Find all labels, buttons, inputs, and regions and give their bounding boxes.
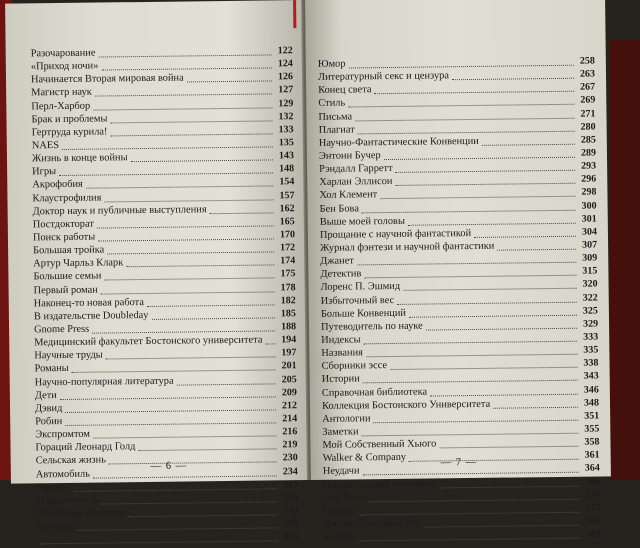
toc-entry-page: 216 — [282, 426, 298, 438]
dot-leader — [127, 506, 277, 517]
toc-entry-title: Неудачи — [322, 465, 360, 478]
page-number-left: — 6 — — [150, 460, 188, 472]
toc-entry-title: Жизнь в конце войны — [31, 152, 128, 165]
toc-entry-page: 329 — [582, 318, 599, 330]
toc-entry-title: Антологии — [322, 413, 371, 425]
dot-leader — [98, 46, 271, 57]
dot-leader — [355, 109, 575, 121]
toc-entry-page: 188 — [280, 321, 297, 333]
toc-entry-page: 143 — [278, 150, 295, 162]
dot-leader — [408, 214, 576, 225]
dot-leader — [409, 306, 577, 317]
toc-entry-page: 133 — [278, 124, 294, 136]
toc-entry-page: 269 — [580, 94, 596, 107]
dot-leader — [426, 320, 577, 331]
dot-leader — [101, 493, 277, 504]
toc-entry-title: Путеводитель по науке — [320, 320, 423, 333]
toc-entry-page: 280 — [580, 121, 596, 133]
toc-entry-title: Рэндалл Гарретт — [319, 163, 393, 175]
dot-leader — [439, 438, 578, 449]
dot-leader — [65, 401, 276, 413]
dot-leader — [363, 372, 578, 384]
toc-entry-page: 358 — [584, 436, 600, 448]
dot-leader — [86, 178, 274, 189]
toc-entry-title: Литературный секс и цензура — [317, 70, 450, 84]
dot-leader — [366, 346, 578, 358]
toc-entry-title: Первый роман — [33, 284, 98, 296]
toc-entry-title: Аль Кэпп — [323, 491, 366, 504]
toc-entry-title: Дети — [34, 389, 57, 402]
dot-leader — [493, 398, 578, 408]
dot-leader — [151, 309, 275, 320]
dot-leader — [93, 99, 272, 110]
toc-entry-title: Начинается Вторая мировая война — [30, 72, 184, 86]
toc-entry-title: Разочарование — [30, 47, 96, 60]
dot-leader — [482, 136, 575, 146]
toc-entry-title: Бен Бова — [319, 202, 359, 215]
toc-entry-page: 182 — [280, 294, 296, 307]
toc-entry-page: 301 — [581, 213, 597, 225]
dot-leader — [126, 257, 274, 268]
dot-leader — [60, 388, 276, 400]
toc-entry-page: 175 — [280, 268, 296, 280]
dot-leader — [97, 217, 274, 228]
toc-entry-page: 194 — [281, 334, 297, 346]
dot-leader — [384, 149, 575, 160]
dot-leader — [176, 375, 275, 385]
toc-entry-page: 293 — [581, 160, 597, 172]
toc-entry-title: Мой Собственный Хьюго — [322, 438, 437, 451]
dot-leader — [348, 96, 574, 108]
dot-leader — [65, 414, 276, 426]
toc-entry-page: 250 — [283, 518, 299, 530]
toc-entry-page: 335 — [583, 344, 599, 356]
toc-entry-page: 124 — [277, 58, 293, 70]
dot-leader — [110, 125, 272, 136]
toc-entry-page: 255 — [283, 531, 299, 543]
toc-entry-page: 377 — [585, 502, 601, 514]
toc-entry-title: Экспромтом — [35, 428, 91, 441]
dot-leader — [358, 122, 575, 134]
dot-leader — [497, 241, 576, 251]
toc-entry-title: Гертруда курила! — [31, 126, 108, 139]
toc-entry-page: 348 — [583, 397, 600, 409]
toc-entry-title: NAES — [31, 140, 60, 152]
toc-entry-page: 201 — [281, 360, 297, 372]
toc-entry-title: Научно-Фантастические Конвенции — [318, 135, 479, 149]
dot-leader — [59, 165, 273, 177]
dot-leader — [362, 201, 576, 213]
toc-entry-title: Энтони Бучер — [318, 150, 381, 162]
toc-entry-page: 209 — [281, 386, 297, 398]
toc-entry-page: 126 — [277, 71, 294, 83]
toc-entry-title: Детектив — [320, 268, 362, 281]
toc-entry-page: 263 — [579, 68, 596, 80]
toc-entry-page: 243 — [283, 505, 299, 517]
dot-leader — [92, 322, 275, 333]
toc-entry-page: 230 — [282, 452, 298, 464]
page-number-right: — 7 — — [440, 456, 478, 469]
dot-leader — [109, 454, 277, 465]
toc-entry-title: Юмор — [317, 58, 346, 70]
toc-entry-page: 258 — [579, 55, 595, 67]
toc-entry-page: 237 — [282, 478, 299, 490]
toc-entry-title: Плагиат — [318, 124, 355, 136]
toc-entry-page: 366 — [584, 475, 601, 488]
dot-leader — [390, 359, 578, 370]
dot-leader — [348, 57, 573, 69]
dot-leader — [110, 112, 272, 123]
toc-entry-title: Постдокторат — [32, 218, 94, 231]
toc-entry-page: 322 — [582, 291, 598, 304]
dot-leader — [210, 204, 274, 214]
toc-entry-title: Хол Клемент — [319, 189, 378, 202]
dot-leader — [98, 230, 274, 241]
toc-entry-title: Большая тройка — [33, 244, 105, 257]
toc-entry-title: Лоренс П. Эшмид — [320, 281, 401, 294]
toc-entry-page: 333 — [583, 331, 599, 343]
toc-entry-title: Заметки — [322, 426, 359, 438]
toc-entry-page: 197 — [281, 347, 297, 359]
toc-entry-page: 343 — [583, 370, 599, 383]
toc-entry-page: 219 — [282, 439, 298, 451]
toc-entry-page: 320 — [582, 278, 598, 291]
toc-entry-page: 122 — [277, 45, 293, 57]
toc-entry-page: 285 — [580, 134, 596, 146]
toc-entry-page: 165 — [279, 215, 295, 228]
toc-entry-page: 298 — [581, 186, 597, 199]
toc-entry-title: Артур Чарльз Кларк — [33, 257, 124, 270]
dot-leader — [403, 280, 577, 291]
dot-leader — [62, 138, 273, 150]
toc-entry-title: Автомобиль — [35, 468, 90, 480]
toc-entry-page: 135 — [278, 137, 294, 149]
toc-entry-page: 289 — [580, 147, 597, 159]
toc-entry-title: Конец света — [318, 84, 372, 97]
toc-entry-page: 238 — [283, 491, 299, 504]
dot-leader — [424, 517, 579, 528]
toc-entry-page: 351 — [584, 410, 600, 422]
toc-entry-title: Поиск работы — [32, 231, 96, 244]
dot-leader — [397, 293, 577, 304]
dot-leader — [104, 191, 273, 202]
toc-entry-title: Справочная библиотека — [321, 386, 428, 399]
toc-entry-title: Романы — [34, 363, 69, 375]
dot-leader — [107, 244, 274, 255]
toc-entry-page: 172 — [280, 242, 296, 254]
toc-entry-title: «Приход ночи» — [30, 60, 99, 73]
toc-entry-page: 127 — [278, 84, 294, 96]
right-page — [305, 0, 611, 543]
toc-entry-page: 346 — [583, 383, 599, 396]
toc-entry-title: Медицинский факультет Бостонского университета — [34, 334, 263, 349]
toc-entry-title: Gnome Press — [34, 323, 90, 336]
toc-entry-page: 267 — [580, 81, 596, 93]
toc-entry-title: Проблемы писателя — [36, 507, 125, 520]
toc-entry-page: 271 — [580, 108, 596, 120]
dot-leader — [187, 73, 272, 83]
toc-entry-page: 296 — [581, 173, 597, 185]
toc-entry-page: 129 — [278, 97, 294, 109]
toc-entry-page: 157 — [279, 189, 295, 201]
dot-leader — [93, 427, 277, 438]
toc-entry-title: Выше моей головы — [319, 215, 405, 228]
toc-entry-title: Гораций Леонард Голд — [35, 441, 136, 454]
toc-entry-title: Избыточный вес — [320, 294, 395, 307]
toc-entry-page: 185 — [280, 307, 296, 320]
toc-entry-page: 212 — [281, 399, 298, 412]
dot-leader — [40, 533, 278, 545]
toc-entry-title: Стиль — [318, 97, 346, 110]
toc-entry-title: Walker & Company — [322, 452, 407, 465]
toc-entry-page: 309 — [582, 252, 598, 264]
toc-entry-page: 174 — [280, 255, 296, 267]
dot-leader — [265, 336, 275, 345]
toc-entry-title: Библия — [323, 531, 356, 543]
book-cover-edge-right — [610, 40, 640, 480]
toc-entry-title: Доктор наук и публичные выступления — [32, 203, 207, 218]
toc-entry-page: 234 — [282, 465, 298, 477]
dot-leader — [360, 503, 580, 515]
toc-entry-title: Коллекция Бостонского Университета — [321, 398, 491, 412]
dot-leader — [101, 283, 275, 294]
toc-entry-title: Уволен! — [35, 481, 71, 493]
toc-entry-page: 370 — [585, 489, 601, 501]
toc-entry-page: 315 — [582, 265, 598, 277]
toc-entry-title: Подрастающее поколение — [322, 477, 438, 491]
dot-leader — [147, 296, 275, 307]
toc-entry-page: 205 — [281, 373, 297, 385]
dot-leader — [101, 60, 272, 71]
toc-entry-title: Наконец-то новая работа — [33, 296, 144, 310]
dot-leader — [374, 83, 574, 94]
dot-leader — [359, 530, 580, 542]
dot-leader — [474, 228, 576, 238]
toc-entry-page: 325 — [582, 305, 598, 317]
dot-leader — [74, 480, 277, 491]
dot-leader — [430, 385, 578, 396]
toc-entry-page: 300 — [581, 200, 597, 212]
dot-leader — [357, 254, 576, 266]
dot-leader — [130, 152, 273, 163]
toc-entry-title: Научные труды — [34, 349, 103, 362]
toc-entry-title: Индексы — [321, 334, 361, 346]
dot-leader — [364, 267, 576, 279]
toc-entry-title: Критики — [36, 520, 75, 533]
dot-leader — [138, 441, 276, 452]
dot-leader — [452, 70, 574, 80]
toc-entry-title: Плодовитость — [36, 494, 99, 507]
toc-entry-title: Оазисы — [323, 505, 357, 517]
toc-entry-page: 364 — [584, 462, 600, 474]
toc-entry-title: Брак и проблемы — [31, 113, 108, 126]
toc-entry-page: 178 — [280, 281, 296, 293]
toc-entry-page: 148 — [279, 163, 295, 175]
toc-entry-page: 355 — [584, 423, 600, 435]
toc-entry-title: Большие семьи — [33, 270, 102, 283]
toc-entry-page: 361 — [584, 449, 600, 461]
dot-leader — [72, 362, 276, 373]
dot-leader — [78, 519, 278, 530]
toc-entry-title: Акрофобия — [32, 179, 83, 191]
toc-entry-title: Названия — [321, 347, 363, 359]
toc-entry-title: Игры — [32, 166, 57, 178]
toc-entry-page: 304 — [581, 226, 597, 238]
toc-entry-title: Истории — [321, 373, 360, 386]
toc-entry-page: 389 — [585, 528, 601, 540]
toc-entry-title: Перл-Харбор — [31, 100, 91, 112]
toc-entry-title: Сельская жизнь — [35, 454, 106, 467]
toc-entry-page: 307 — [582, 239, 598, 251]
toc-entry-title: Научно-популярная литература — [34, 375, 174, 388]
toc-entry-title: Робин — [35, 415, 63, 428]
toc-entry-title: Джанет — [320, 255, 354, 267]
dot-leader — [369, 490, 580, 502]
left-page — [5, 0, 308, 543]
toc-entry-title: Прощание с научной фантастикой — [319, 227, 472, 241]
toc-entry-page: 338 — [583, 357, 599, 369]
toc-entry-page: 383 — [585, 515, 601, 527]
toc-entry-page: 170 — [279, 229, 296, 241]
toc-entry-title: Магистр наук — [31, 87, 92, 99]
dot-leader — [364, 333, 578, 345]
dot-leader — [106, 349, 276, 360]
dot-leader — [361, 425, 578, 437]
toc-entry-title: Дэвид — [34, 402, 63, 415]
toc-entry-title: Клаустрофилия — [32, 192, 102, 204]
toc-entry-page: 162 — [279, 202, 295, 215]
toc-entry-page: 132 — [278, 110, 294, 123]
dot-leader — [441, 477, 579, 488]
dot-leader — [395, 175, 575, 186]
toc-entry-page: 154 — [279, 176, 295, 188]
dot-leader — [409, 451, 579, 462]
ribbon-bookmark — [293, 0, 296, 28]
open-book — [5, 0, 615, 543]
dot-leader — [373, 412, 578, 424]
toc-entry-title: Письма — [318, 111, 353, 123]
toc-entry-title: Харлан Эллисон — [319, 176, 393, 189]
toc-entry — [37, 530, 299, 546]
toc-entry-title: В издательстве Doubleday — [33, 309, 149, 323]
toc-entry-title: Джуди-Линн дель Рей — [323, 517, 422, 530]
dot-leader — [396, 162, 576, 173]
table-of-contents-right — [318, 54, 601, 544]
dot-leader — [104, 270, 274, 281]
toc-entry-title: Больше Конвенций — [320, 307, 406, 320]
toc-entry-page: 214 — [282, 413, 298, 425]
toc-entry-title: Сборники эссе — [321, 360, 388, 373]
dot-leader — [95, 86, 272, 97]
toc-entry-title: Журнал фэнтези и научной фантастики — [320, 240, 495, 254]
dot-leader — [380, 188, 575, 199]
